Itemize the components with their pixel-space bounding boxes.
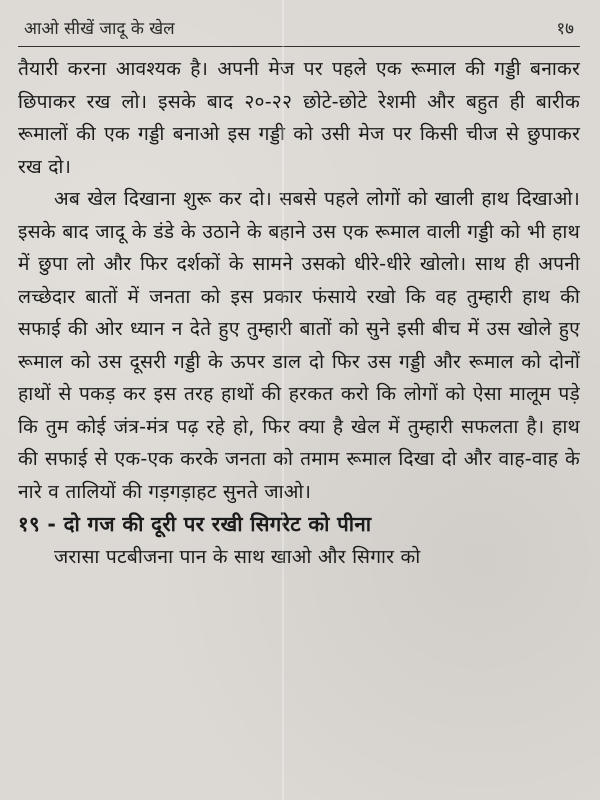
section-first-line: जरासा पटबीजना पान के साथ खाओ और सिगार को: [54, 545, 421, 568]
section-heading: १९ - दो गज की दूरी पर रखी सिगरेट को पीना: [18, 512, 372, 536]
paragraph-preparation: तैयारी करना आवश्यक है। अपनी मेज पर पहले एक रूमाल की गड्डी बनाकर छिपाकर रख लो। इसके बाद २०-२२ छोटे-छोटे रेशमी और बहुत ही बारीक रूमालों की एक गड्डी बनाओ इस गड्डी को उसी मेज पर किसी चीज से छुपाकर रख दो।: [18, 57, 581, 178]
paper-crease: [282, 0, 284, 800]
page-body: [18, 53, 580, 574]
page-number: १७: [556, 19, 574, 39]
running-header: [18, 18, 580, 47]
book-title: आओ सीखें जादू के खेल: [24, 19, 175, 39]
paragraph-performance: अब खेल दिखाना शुरू कर दो। सबसे पहले लोगों को खाली हाथ दिखाओ। इसके बाद जादू के डंडे के उठाने के बहाने उस एक रूमाल वाली गड्डी को भी हाथ में छुपा लो और फिर दर्शकों के सामने उसको धीरे-धीरे खोलो। साथ ही अपनी लच्छेदार बातों में जनता को इस प्रकार फंसाये रखो कि वह तुम्हारी हाथ की सफाई की ओर ध्यान न देते हुए तुम्हारी बातों को सुने इसी बीच में उस खोले हुए रूमाल को उस दूसरी गड्डी के ऊपर डाल दो फिर उस गड्डी और रूमाल को दोनों हाथों से पकड़ कर इस तरह हाथों की हरकत करो कि लोगों को ऐसा मालूम पड़े कि तुम कोई जंत्र-मंत्र पढ़ रहे हो, फिर क्या है खेल में तुम्हारी सफलता है। हाथ की सफाई से एक-एक करके जनता को तमाम रूमाल दिखा दो और वाह-वाह के नारे व तालियों की गड़गड़ाहट सुनते जाओ।: [18, 187, 580, 503]
